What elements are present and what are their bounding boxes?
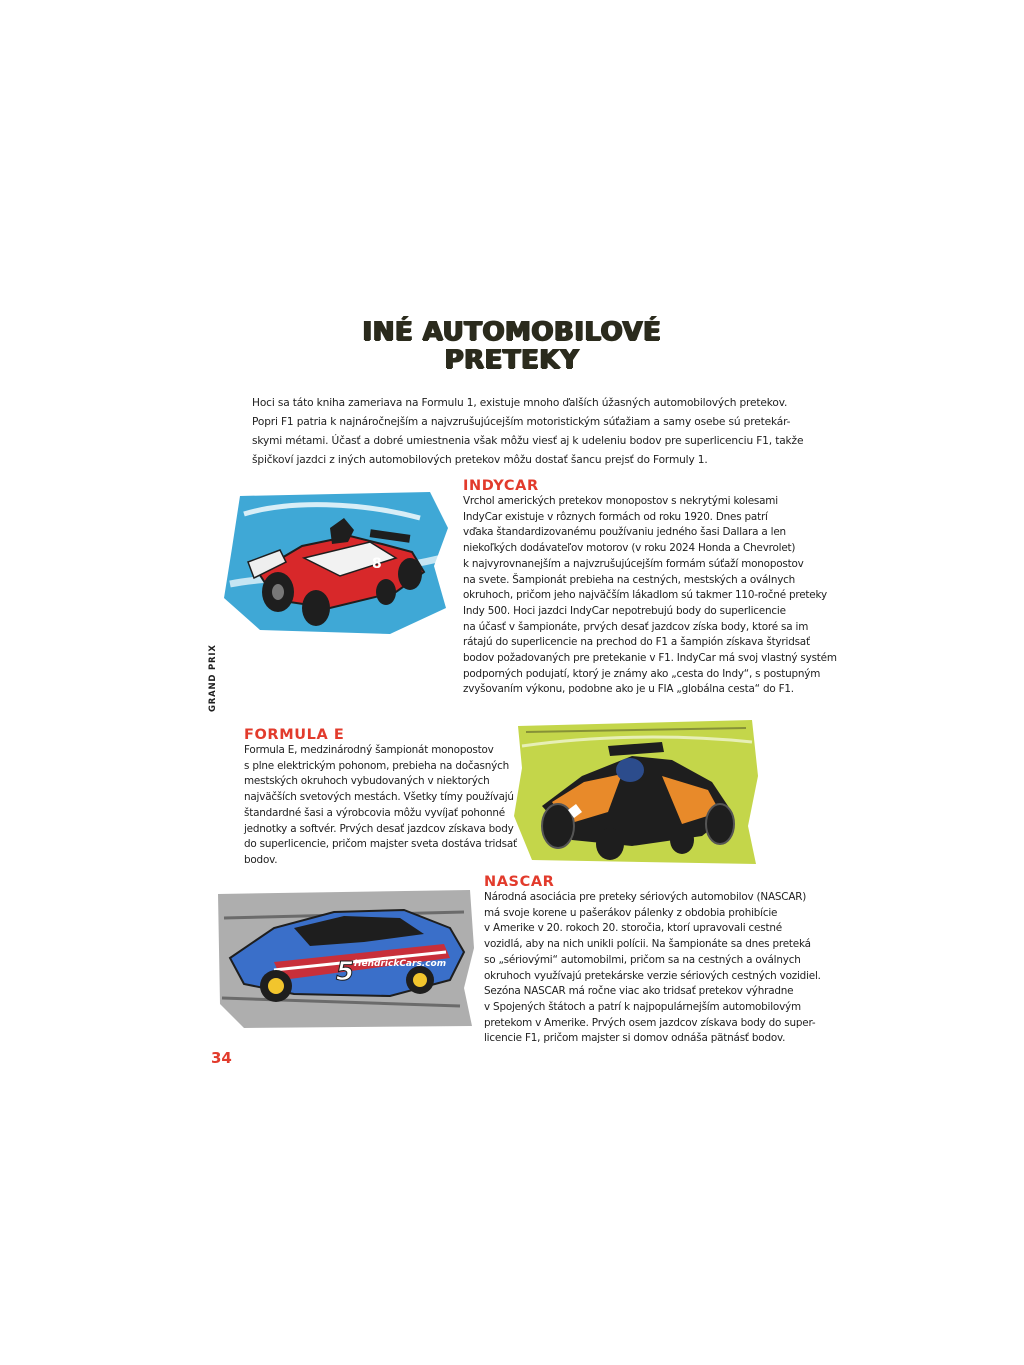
indycar-line: bodov požadovaných pre pretekanie v F1. IndyCar má svoj vlastný systém: [463, 652, 837, 665]
indycar-line: niekoľkých dodávateľov motorov (v roku 2024 Honda a Chevrolet): [463, 542, 796, 555]
title-line-1: INÉ AUTOMOBILOVÉ: [362, 317, 662, 347]
nascar-line: Sezóna NASCAR má ročne viac ako tridsať pretekov výhradne: [484, 985, 794, 998]
nascar-line: má svoje korene u pašerákov pálenky z obdobia prohibície: [484, 906, 778, 919]
nascar-line: v Amerike v 20. rokoch 20. storočia, ktorí upravovali cestné: [484, 922, 782, 935]
indycar-line: k najvyrovnanejším a najvzrušujúcejším formám súťaží monopostov: [463, 557, 804, 570]
indycar-line: IndyCar existuje v rôznych formách od roku 1920. Dnes patrí: [463, 510, 768, 523]
nascar-heading: NASCAR: [484, 874, 555, 890]
nascar-line: licencie F1, pričom majster si domov odnáša pätnásť bodov.: [484, 1032, 786, 1045]
formula-e-heading: FORMULA E: [244, 727, 345, 743]
formula-e-line: do superlicencie, pričom majster sveta dostáva tridsať: [244, 838, 517, 851]
nascar-line: okruhoch využívajú pretekárske verzie sériových cestných vozidiel.: [484, 969, 821, 982]
indycar-line: rátajú do superlicencie na prechod do F1 a šampión získava štyridsať: [463, 636, 810, 649]
formula-e-line: štandardné šasi a výrobcovia môžu vyvíjať pohonné: [244, 806, 505, 819]
indycar-illustration: [220, 488, 452, 638]
formula-e-line: bodov.: [244, 853, 278, 866]
indycar-line: na účasť v šampionáte, prvých desať jazdcov získa body, ktoré sa im: [463, 620, 809, 633]
formula-e-text: [244, 743, 517, 869]
formula-e-line: s plne elektrickým pohonom, prebieha na dočasných: [244, 759, 509, 772]
page-number: 34: [211, 1049, 232, 1067]
nascar-line: pretekom v Amerike. Prvých osem jazdcov získava body do super-: [484, 1016, 816, 1029]
indycar-line: vďaka štandardizovanému používaniu jedného šasi Dallara a len: [463, 526, 786, 539]
indycar-line: Indy 500. Hoci jazdci IndyCar nepotrebujú body do superlicencie: [463, 604, 786, 617]
side-section-label: GRAND PRIX: [208, 644, 218, 712]
intro-line: Hoci sa táto kniha zameriava na Formulu 1, existuje mnoho ďalších úžasných automobilových pretekov.: [252, 397, 788, 409]
indycar-heading: INDYCAR: [463, 478, 539, 494]
indycar-line: podporných podujatí, ktorý je známy ako „cesta do Indy“, s postupným: [463, 667, 821, 680]
indycar-line: zvyšovaním výkonu, podobne ako je u FIA „globálna cesta“ do F1.: [463, 683, 794, 696]
formula-e-line: jednotky a softvér. Prvých desať jazdcov získava body: [244, 822, 514, 835]
formula-e-line: najväčších svetových mestách. Všetky tímy používajú: [244, 791, 514, 804]
nascar-line: v Spojených štátoch a patrí k najpopulárnejším automobilovým: [484, 1000, 801, 1013]
indycar-line: Vrchol amerických pretekov monopostov s nekrytými kolesami: [463, 495, 778, 507]
indycar-line: okruhoch, pričom jeho najväčším lákadlom sú takmer 110-ročné preteky: [463, 589, 827, 602]
indycar-car-number: 8: [372, 556, 382, 572]
indycar-text: [463, 494, 837, 698]
title-line-2: PRETEKY: [444, 345, 580, 375]
intro-line: Popri F1 patria k najnáročnejším a najvzrušujúcejším motoristickým súťažiam a samy osebe sú pretekár-: [252, 416, 791, 428]
nascar-line: so „sériovými“ automobilmi, pričom sa na cestných a oválnych: [484, 953, 801, 966]
intro-line: skymi métami. Účasť a dobré umiestnenia však môžu viesť aj k udeleniu bodov pre superlicenciu F1, takže: [252, 435, 804, 447]
nascar-text: [484, 890, 821, 1047]
nascar-illustration: [214, 888, 476, 1030]
formula-e-illustration: [512, 716, 762, 868]
intro-paragraph: [252, 394, 804, 470]
nascar-car-number: 5: [336, 957, 355, 987]
formula-e-line: Formula E, medzinárodný šampionát monopostov: [244, 744, 494, 756]
formula-e-line: mestských okruhoch vybudovaných v niektorých: [244, 775, 490, 788]
nascar-line: vozidlá, aby na nich unikli polícii. Na šampionáte sa dnes preteká: [484, 938, 811, 951]
indycar-line: na svete. Šampionát prebieha na cestných, mestských a oválnych: [463, 573, 796, 586]
nascar-sponsor-label: HendrickCars.com: [354, 959, 447, 969]
intro-line: špičkoví jazdci z iných automobilových pretekov môžu dostať šancu prejsť do Formuly 1.: [252, 454, 708, 466]
page-title: [250, 318, 774, 374]
nascar-line: Národná asociácia pre preteky sériových automobilov (NASCAR): [484, 891, 807, 903]
